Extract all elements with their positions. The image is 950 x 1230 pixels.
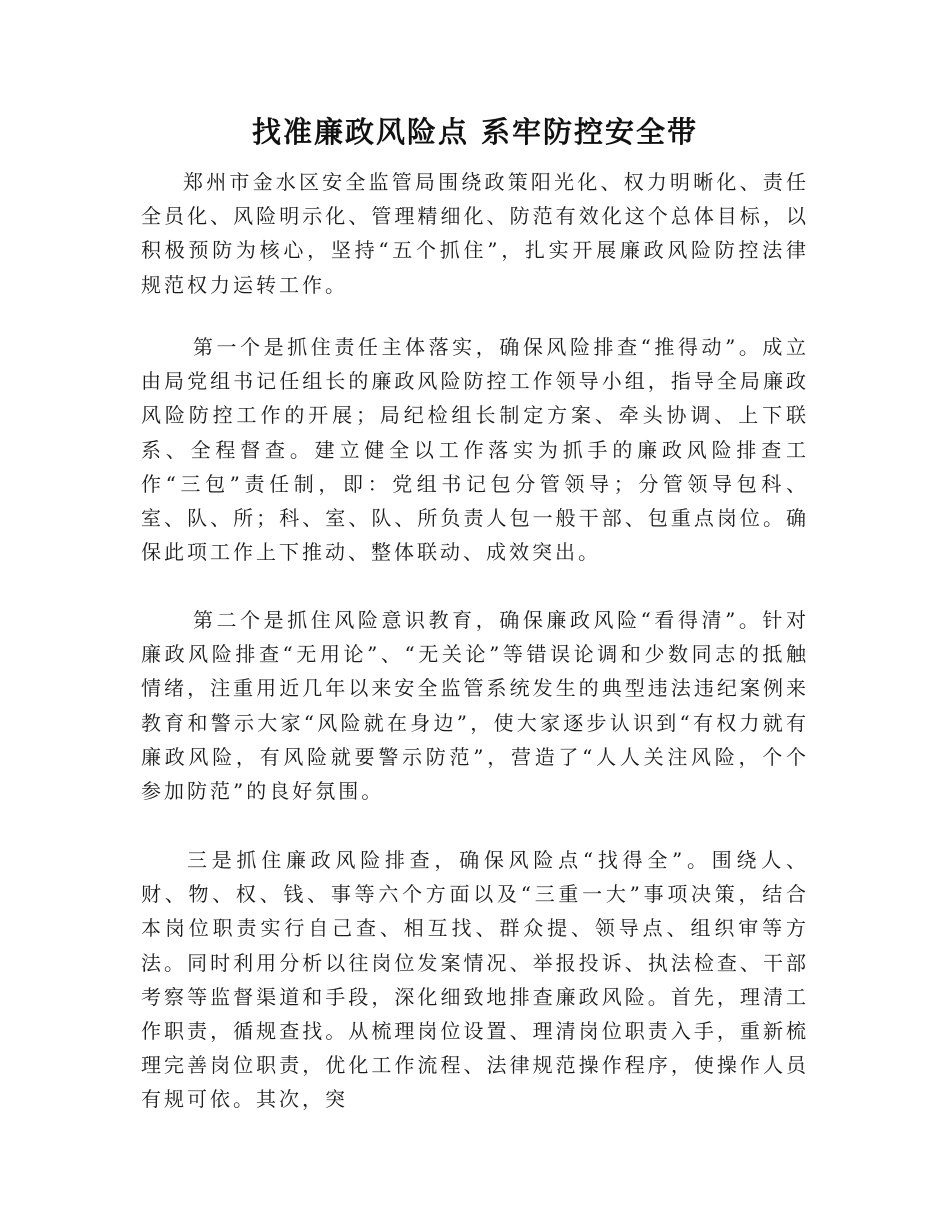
document-title: 找准廉政风险点 系牢防控安全带 bbox=[251, 115, 699, 149]
paragraph-first-measure: 第一个是抓住责任主体落实，确保风险排查“推得动”。成立由局党组书记任组长的廉政风险防控工作领导小组，指导全局廉政风险防控工作的开展；局纪检组长制定方案、牵头协调、上下联系、全程督查。建立健全以工作落实为抓手的廉政风险排查工作“三包”责任制，即：党组书记包分管领导；分管领导包科、室、队、所；科、室、队、所负责人包一般干部、包重点岗位。确保此项工作上下推动、整体联动、成效突出。 bbox=[141, 335, 809, 565]
paragraph-third-measure: 三是抓住廉政风险排查，确保风险点“找得全”。围绕人、财、物、权、钱、事等六个方面以及“三重一大”事项决策，结合本岗位职责实行自己查、相互找、群众提、领导点、组织审等方法。同时利用分析以往岗位发案情况、举报投诉、执法检查、干部考察等监督渠道和手段，深化细致地排查廉政风险。首先，理清工作职责，循规查找。从梳理岗位设置、理清岗位职责入手，重新梳理完善岗位职责，优化工作流程、法律规范操作程序，使操作人员有规可依。其次，突 bbox=[141, 848, 809, 1112]
paragraph-second-measure: 第二个是抓住风险意识教育，确保廉政风险“看得清”。针对廉政风险排查“无用论”、“无关论”等错误论调和少数同志的抵触情绪，注重用近几年以来安全监管系统发生的典型违法违纪案例来教育和警示大家“风险就在身边”，使大家逐步认识到“有权力就有廉政风险，有风险就要警示防范”，营造了“人人关注风险，个个参加防范”的良好氛围。 bbox=[141, 608, 809, 804]
paragraph-intro: 郑州市金水区安全监管局围绕政策阳光化、权力明晰化、责任全员化、风险明示化、管理精细化、防范有效化这个总体目标，以积极预防为核心，坚持“五个抓住”，扎实开展廉政风险防控法律规范权力运转工作。 bbox=[141, 170, 809, 297]
